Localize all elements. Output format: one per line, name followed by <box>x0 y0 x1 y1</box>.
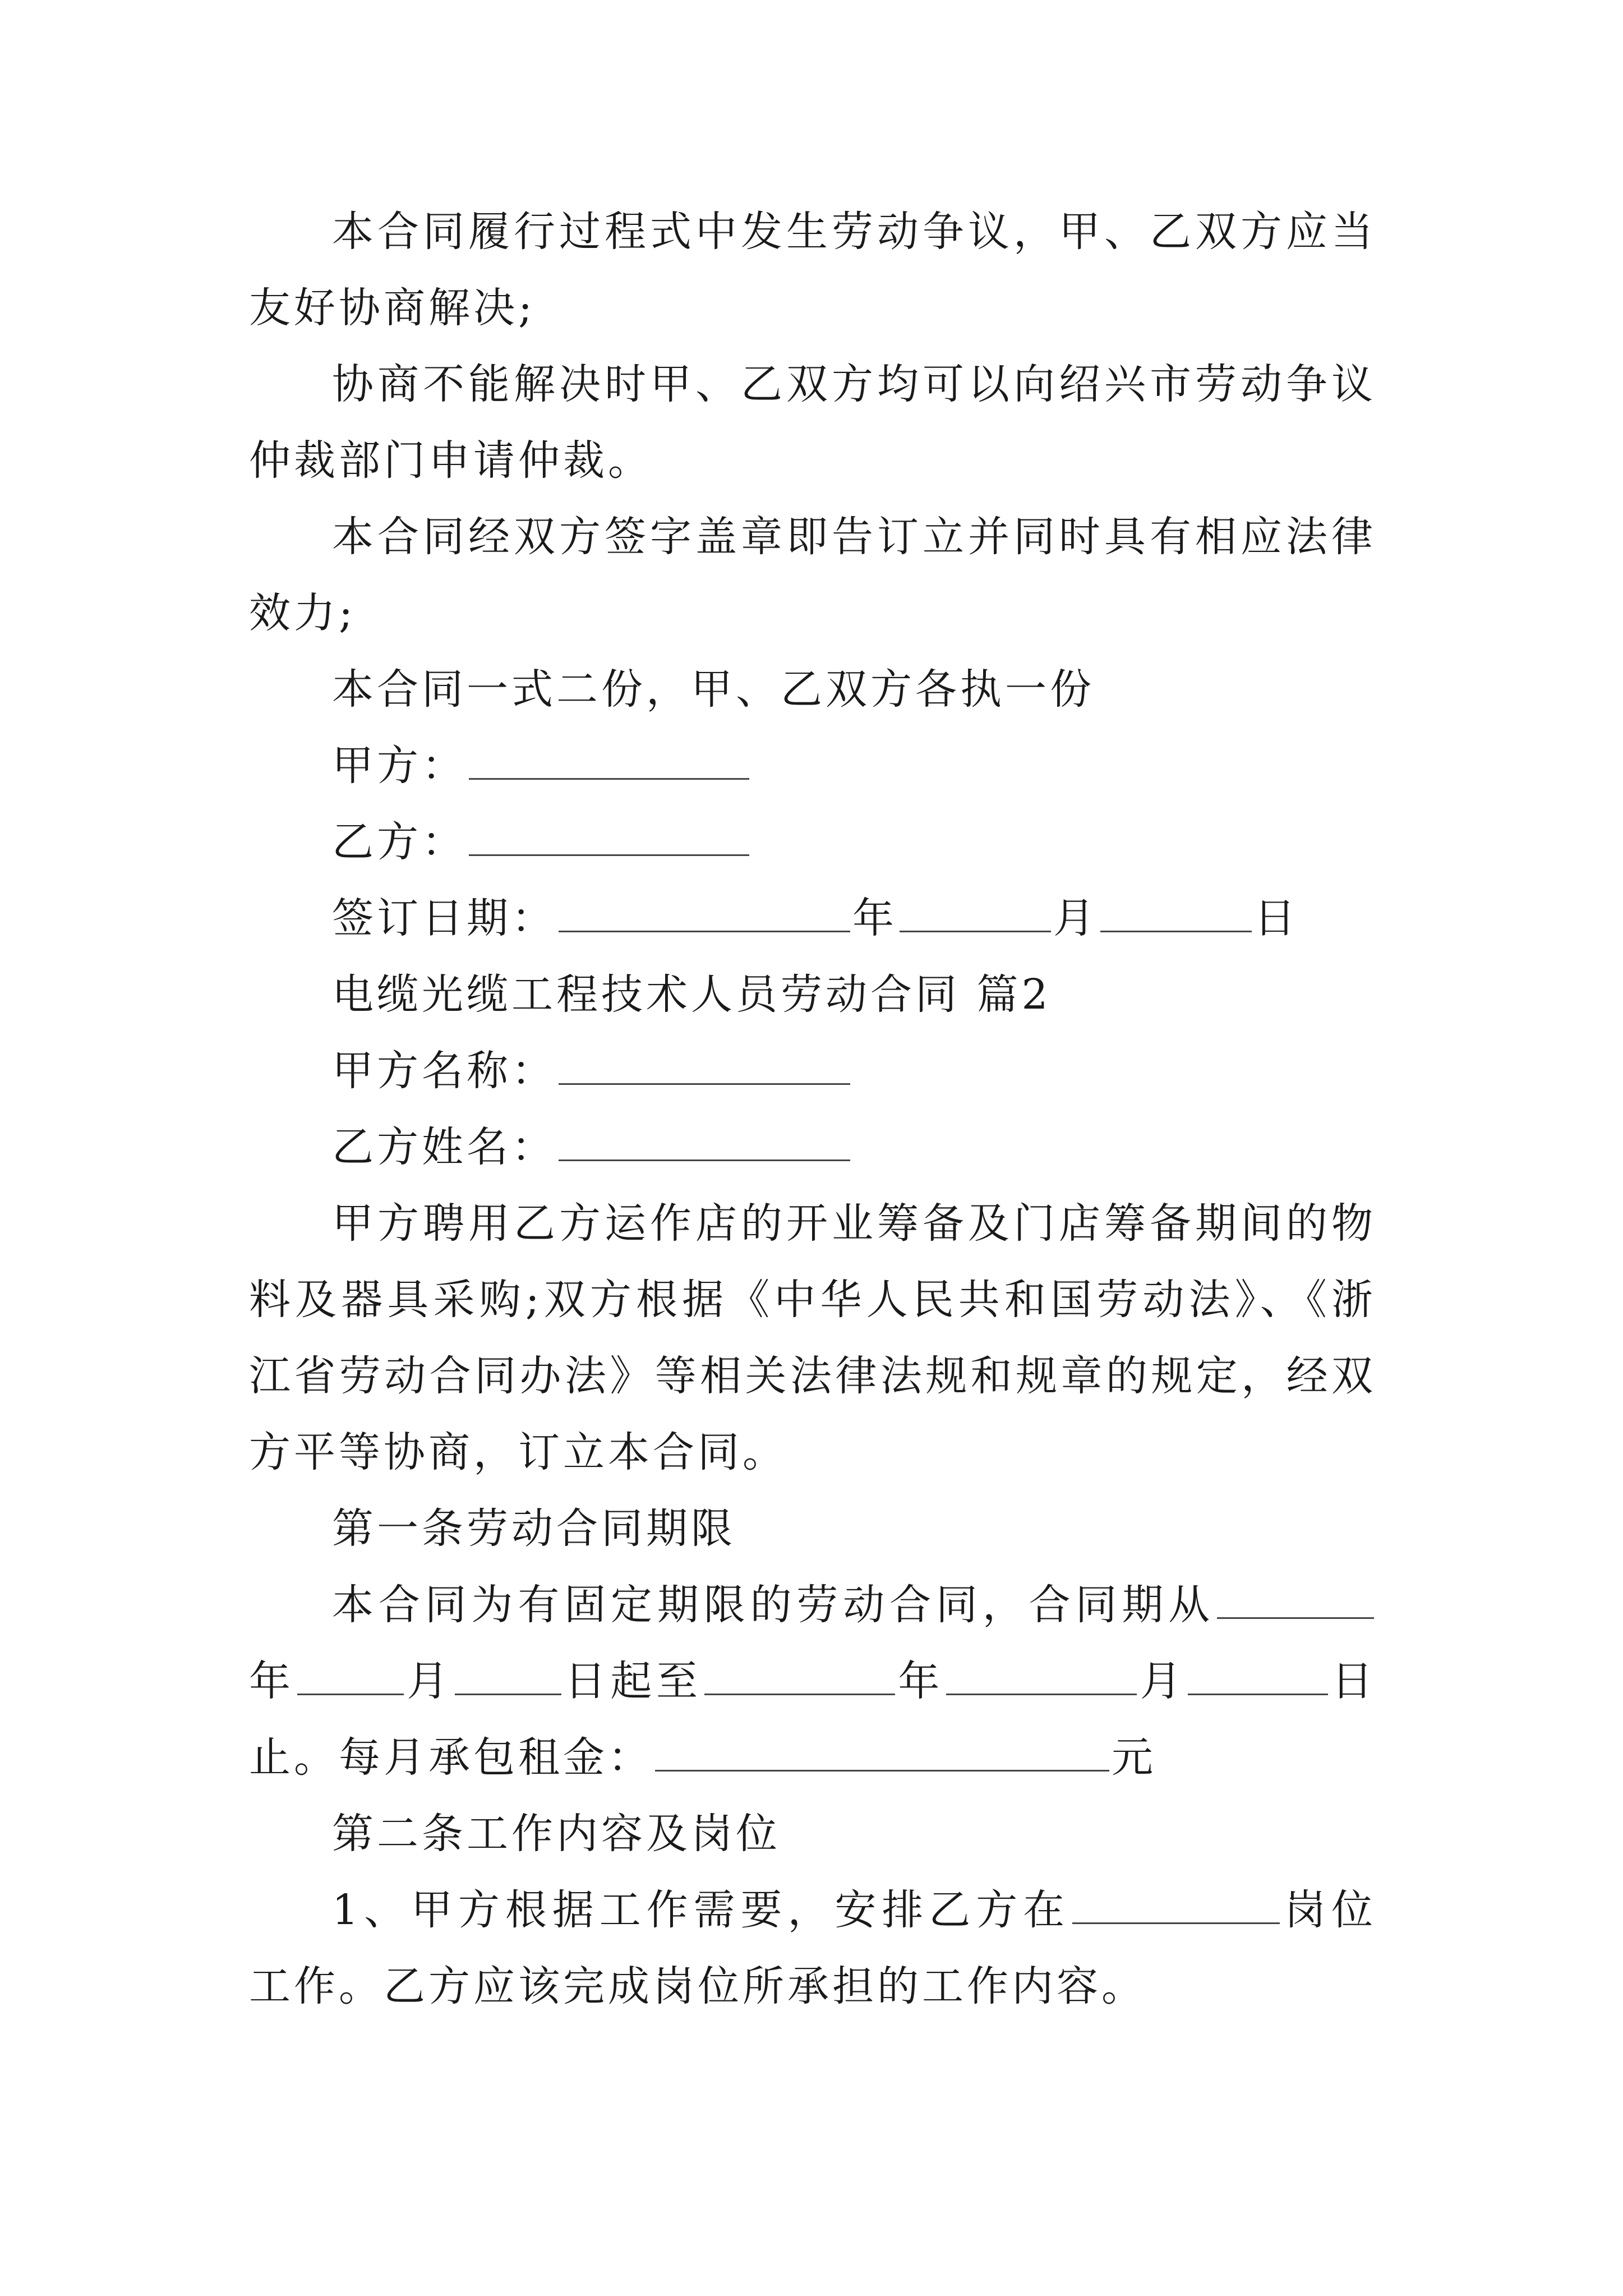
term-end-month-blank <box>946 1656 1137 1695</box>
contract-body <box>249 194 1376 2024</box>
article2-title: 第二条工作内容及岗位 <box>332 1810 781 1858</box>
article1-text-a: 本合同为有固定期限的劳动合同，合同期从 <box>332 1581 1215 1629</box>
term-start-day-blank <box>455 1656 561 1695</box>
party-b-name-label: 乙方姓名： <box>332 1123 556 1171</box>
term-start-year-label: 年 <box>249 1657 295 1705</box>
sign-date-line <box>249 880 1376 956</box>
rent-blank <box>655 1732 1109 1772</box>
party-b-line <box>249 804 1376 880</box>
term-start-month-label: 月 <box>405 1657 453 1705</box>
party-b-name-line <box>249 1109 1376 1185</box>
position-blank <box>1072 1885 1280 1924</box>
paragraph-effectiveness: 本合同经双方签字盖章即告订立并同时具有相应法律效力; <box>249 513 1376 637</box>
term-end-month-label: 月 <box>1139 1657 1186 1705</box>
paragraph-dispute: 本合同履行过程式中发生劳动争议，甲、乙双方应当友好协商解决; <box>249 208 1376 332</box>
paragraph-intro: 甲方聘用乙方运作店的开业筹备及门店筹备期间的物料及器具采购;双方根据《中华人民共和国劳动法》、《浙江省劳动合同办法》等相关法律法规和规章的规定，经双方平等协商，订立本合同。 <box>249 1199 1376 1476</box>
party-a-name-line <box>249 1033 1376 1109</box>
party-a-label: 甲方： <box>332 742 467 790</box>
party-b-blank <box>469 817 749 856</box>
party-a-line <box>249 728 1376 804</box>
party-a-name-label: 甲方名称： <box>332 1047 556 1095</box>
sign-month-label: 月 <box>1053 894 1098 942</box>
term-end-year-blank <box>704 1656 895 1695</box>
sign-year-blank <box>559 893 850 932</box>
article2-item1-b: 岗位工作。乙方应该完成岗位所承担的工作内容。 <box>249 1886 1376 2010</box>
currency-label: 元 <box>1112 1733 1156 1782</box>
sign-year-label: 年 <box>852 894 897 942</box>
section-heading: 电缆光缆工程技术人员劳动合同 篇2 <box>332 970 1052 1019</box>
sign-date-label: 签订日期： <box>332 894 556 942</box>
term-start-month-blank <box>297 1656 404 1695</box>
sign-month-blank <box>900 893 1051 932</box>
party-a-blank <box>469 740 749 780</box>
party-a-name-blank <box>559 1046 850 1085</box>
article2-item1 <box>249 1872 1376 2024</box>
party-b-label: 乙方： <box>332 818 467 866</box>
paragraph-arbitration: 协商不能解决时甲、乙双方均可以向绍兴市劳动争议仲裁部门申请仲裁。 <box>249 360 1376 485</box>
term-end-day-blank <box>1188 1656 1328 1695</box>
paragraph-copies: 本合同一式二份，甲、乙双方各执一份 <box>332 665 1095 714</box>
party-b-name-blank <box>559 1122 850 1161</box>
sign-day-label: 日 <box>1254 894 1299 942</box>
term-to-text: 日止。每月承包租金： <box>249 1657 1377 1782</box>
term-start-year-blank <box>1217 1580 1374 1619</box>
term-from-text: 日起至 <box>564 1657 702 1705</box>
sign-day-blank <box>1100 893 1252 932</box>
article2-item1-a: 1、甲方根据工作需要，安排乙方在 <box>332 1886 1071 1934</box>
term-end-year-label: 年 <box>897 1657 944 1705</box>
article1-title: 第一条劳动合同期限 <box>332 1504 736 1553</box>
article1-text <box>249 1567 1376 1796</box>
